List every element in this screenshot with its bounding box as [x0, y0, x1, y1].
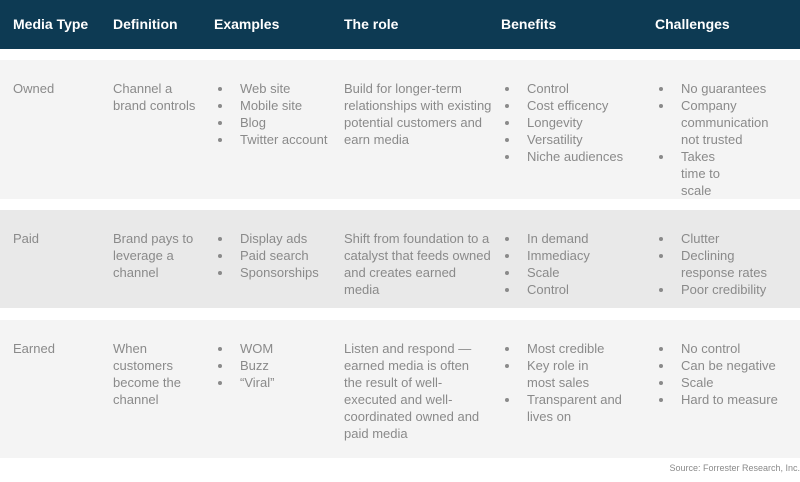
list-item: In demand [503, 230, 643, 247]
table-row-owned [0, 60, 800, 199]
definition-cell: When customers become the channel [113, 341, 181, 407]
list-item: Versatility [503, 131, 643, 148]
list-item: Clutter [657, 230, 782, 247]
list-item: Hard to measure [657, 391, 797, 408]
list-item: No guarantees [657, 80, 787, 97]
table-row-earned [0, 320, 800, 458]
media-type-cell: Earned [13, 341, 55, 356]
media-type-cell: Owned [13, 81, 55, 96]
table-row-paid [0, 210, 800, 308]
header-challenges: Challenges [655, 16, 730, 32]
list-item: Key role in most sales [503, 357, 597, 391]
examples-list [216, 340, 332, 391]
list-item: Takes time to scale [657, 148, 741, 199]
list-item: Sponsorships [216, 264, 332, 281]
header-definition: Definition [113, 16, 178, 32]
examples-list [216, 80, 332, 148]
table-header [0, 0, 800, 49]
header-media-type: Media Type [13, 16, 89, 32]
list-item: Longevity [503, 114, 643, 131]
list-item: Immediacy [503, 247, 643, 264]
list-item: Company communication not trusted [657, 97, 787, 148]
list-item: Web site [216, 80, 332, 97]
source-note: Source: Forrester Research, Inc. [669, 463, 800, 473]
challenges-list [657, 230, 782, 298]
list-item: Control [503, 80, 643, 97]
header-the-role: The role [344, 16, 399, 32]
definition-cell: Brand pays to leverage a channel [113, 231, 194, 280]
list-item: Buzz [216, 357, 332, 374]
list-item: Paid search [216, 247, 332, 264]
list-item: Declining response rates [657, 247, 782, 281]
definition-cell: Channel a brand controls [113, 81, 196, 113]
header-examples: Examples [214, 16, 280, 32]
benefits-list [503, 230, 643, 298]
list-item: Blog [216, 114, 332, 131]
challenges-list [657, 80, 787, 199]
list-item: Display ads [216, 230, 332, 247]
list-item: Twitter account [216, 131, 332, 148]
list-item: WOM [216, 340, 332, 357]
list-item: Transparent and lives on [503, 391, 631, 425]
examples-list [216, 230, 332, 281]
list-item: “Viral” [216, 374, 332, 391]
list-item: Can be negative [657, 357, 797, 374]
list-item: Scale [657, 374, 797, 391]
list-item: Poor credibility [657, 281, 782, 298]
benefits-list [503, 340, 631, 425]
list-item: Cost efficency [503, 97, 643, 114]
role-cell: Build for longer-term relationships with existing potential customers and earn media [344, 81, 492, 147]
list-item: Most credible [503, 340, 631, 357]
list-item: Control [503, 281, 643, 298]
role-cell: Listen and respond — earned media is often the result of well-executed and well-coordinated owned and paid media [344, 341, 480, 441]
role-cell: Shift from foundation to a catalyst that feeds owned and creates earned media [344, 231, 491, 297]
media-type-cell: Paid [13, 231, 40, 246]
header-benefits: Benefits [501, 16, 557, 32]
list-item: Scale [503, 264, 643, 281]
challenges-list [657, 340, 797, 408]
list-item: No control [657, 340, 797, 357]
benefits-list [503, 80, 643, 165]
list-item: Niche audiences [503, 148, 643, 165]
list-item: Mobile site [216, 97, 332, 114]
